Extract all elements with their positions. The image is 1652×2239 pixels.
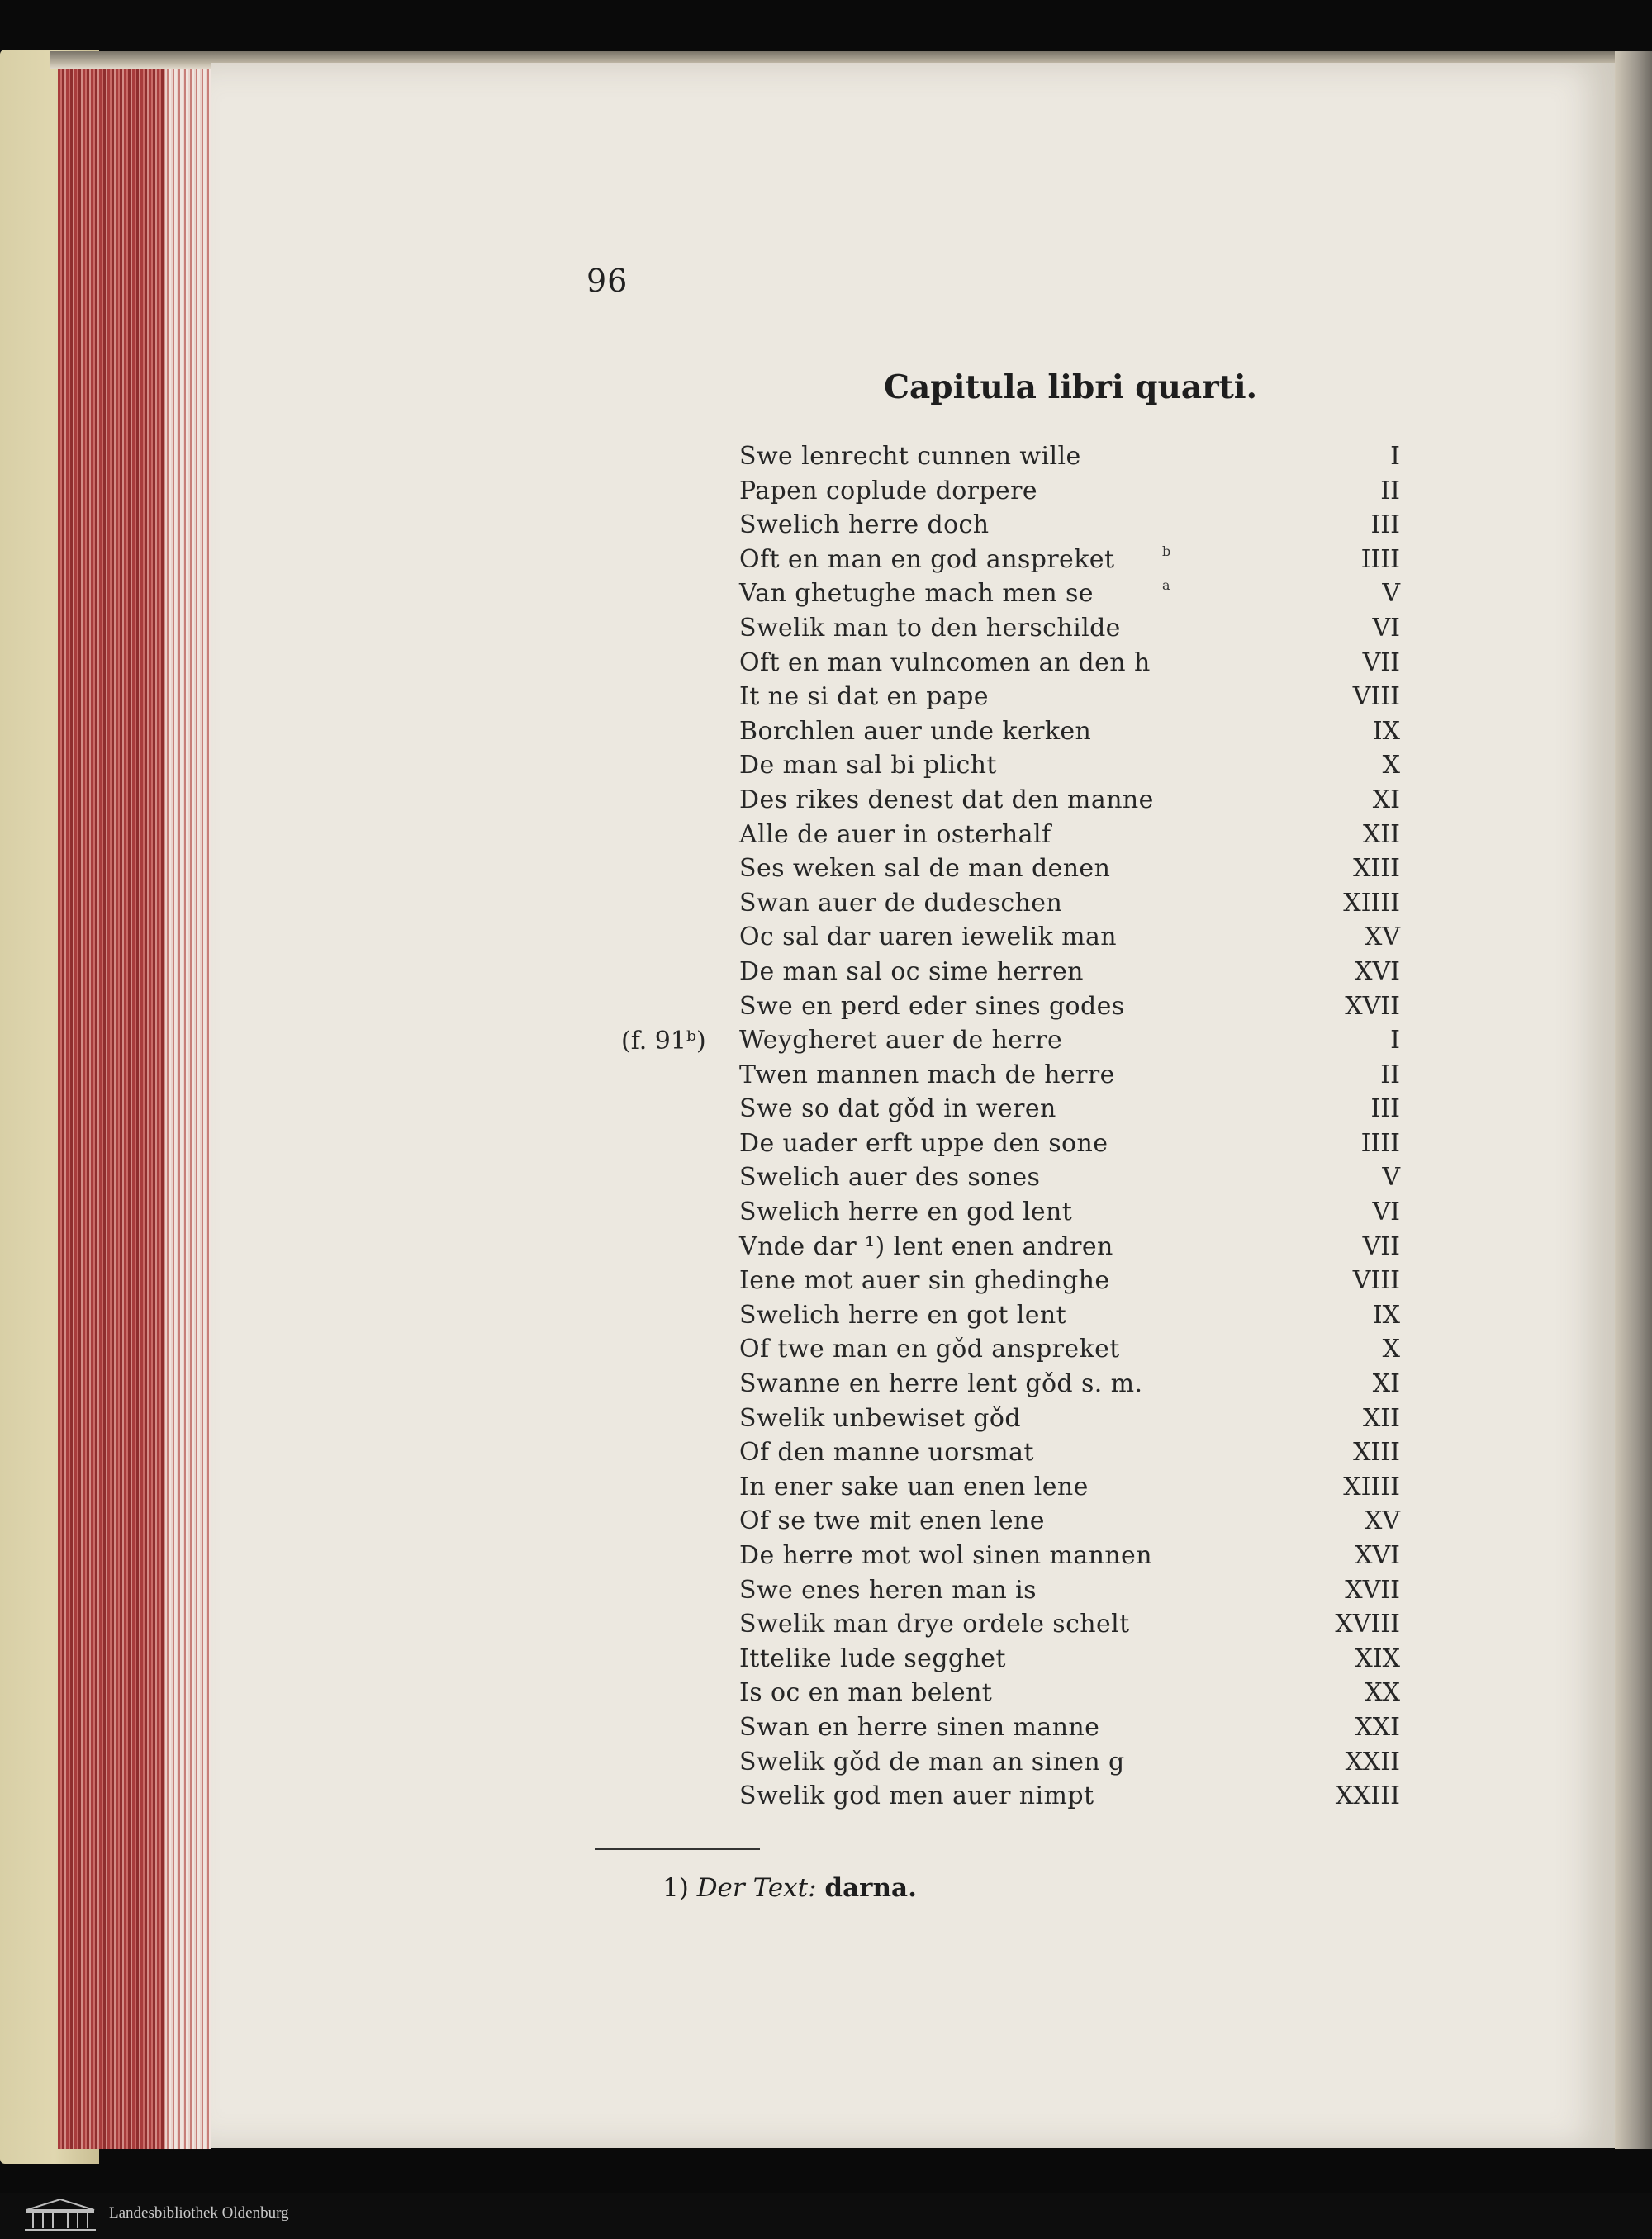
chapter-entry	[739, 1160, 1400, 1195]
chapter-entry	[739, 1470, 1400, 1505]
chapter-entry	[739, 611, 1400, 646]
chapter-title: Weygheret auer de herre	[739, 1026, 1063, 1055]
chapter-number: IIII	[1360, 1128, 1400, 1158]
chapter-number: VII	[1362, 1231, 1400, 1261]
chapter-title: Swelik gǒd de man an sinen g	[739, 1747, 1125, 1776]
chapter-entry	[739, 543, 1400, 577]
chapter-entry	[739, 783, 1400, 818]
chapter-title: Papen coplude dorpere	[739, 476, 1038, 505]
chapter-number: III	[1370, 1094, 1400, 1124]
chapter-title: Swelich auer des sones	[739, 1163, 1041, 1193]
chapter-number: V	[1382, 579, 1400, 609]
chapter-number: IX	[1372, 716, 1400, 746]
chapter-title: In ener sake uan enen lene	[739, 1472, 1089, 1501]
chapter-number: XVII	[1345, 1575, 1400, 1605]
chapter-entry	[739, 576, 1400, 611]
chapter-number: VI	[1372, 613, 1400, 643]
chapter-entry	[739, 1195, 1400, 1230]
chapter-entry	[739, 680, 1400, 714]
chapter-number: XIIII	[1343, 1472, 1400, 1501]
chapter-title: Oft en man vulncomen an den h	[739, 648, 1151, 677]
chapter-title: Swan en herre sinen manne	[739, 1712, 1100, 1742]
chapter-title: Of se twe mit enen lene	[739, 1506, 1045, 1536]
chapter-title: Swelik man to den herschilde	[739, 613, 1121, 643]
chapter-entry	[739, 1607, 1400, 1642]
chapter-number: XII	[1362, 819, 1400, 849]
chapter-entry	[739, 1539, 1400, 1573]
chapter-entry	[739, 1092, 1400, 1127]
chapter-title: Of twe man en gǒd anspreket	[739, 1335, 1120, 1364]
chapter-title: Of den manne uorsmat	[739, 1438, 1034, 1468]
chapter-title: Alle de auer in osterhalf	[739, 819, 1051, 849]
chapter-number: XIIII	[1343, 888, 1400, 918]
chapter-title: Twen mannen mach de herre	[739, 1060, 1115, 1089]
chapter-title: Swelich herre doch	[739, 510, 990, 540]
footnote-marker: 1)	[662, 1873, 689, 1903]
chapter-entry	[739, 1676, 1400, 1710]
chapter-mark: b	[1162, 543, 1171, 559]
chapter-title: Swan auer de dudeschen	[739, 888, 1063, 918]
chapter-number: XXIII	[1335, 1781, 1400, 1811]
footnote-divider	[595, 1848, 760, 1850]
chapter-number: XI	[1372, 1369, 1400, 1399]
chapter-title: Oft en man en god anspreket	[739, 544, 1115, 574]
chapter-entry	[739, 1367, 1400, 1402]
chapter-title: Swe so dat gǒd in weren	[739, 1094, 1056, 1124]
chapter-number: XXII	[1345, 1747, 1400, 1776]
chapter-number: VIII	[1352, 1266, 1400, 1296]
chapter-number: IIII	[1360, 544, 1400, 574]
chapter-entry	[739, 1023, 1400, 1058]
chapter-number: V	[1382, 1163, 1400, 1193]
chapter-list	[739, 439, 1400, 1814]
chapter-title: Swe lenrecht cunnen wille	[739, 442, 1081, 471]
chapter-entry	[739, 646, 1400, 681]
chapter-number: XVI	[1355, 956, 1400, 986]
chapter-title: De man sal oc sime herren	[739, 956, 1084, 986]
chapter-entry	[739, 474, 1400, 509]
chapter-number: I	[1390, 1026, 1400, 1055]
chapter-number: VII	[1362, 648, 1400, 677]
chapter-title: Swelich herre en god lent	[739, 1198, 1073, 1227]
chapter-title: De herre mot wol sinen mannen	[739, 1541, 1152, 1570]
chapter-number: XVIII	[1335, 1610, 1400, 1639]
chapter-entry	[739, 439, 1400, 474]
book-gutter	[1615, 51, 1652, 2149]
chapter-entry	[739, 851, 1400, 886]
chapter-entry	[739, 1745, 1400, 1780]
chapter-number: XX	[1365, 1678, 1400, 1708]
page-heading: Capitula libri quarti.	[884, 368, 1258, 406]
chapter-number: XXI	[1355, 1712, 1400, 1742]
chapter-number: VI	[1372, 1198, 1400, 1227]
chapter-title: Swelik unbewiset gǒd	[739, 1403, 1021, 1433]
chapter-entry	[739, 508, 1400, 543]
chapter-number: VIII	[1352, 682, 1400, 712]
chapter-title: Swelik god men auer nimpt	[739, 1781, 1094, 1811]
chapter-entry	[739, 1573, 1400, 1608]
chapter-entry	[739, 1230, 1400, 1264]
chapter-mark: a	[1162, 577, 1170, 594]
chapter-number: XI	[1372, 785, 1400, 814]
chapter-entry	[739, 1435, 1400, 1470]
footnote	[662, 1873, 917, 1903]
folio-note: (f. 91ᵇ)	[621, 1027, 706, 1055]
chapter-entry	[739, 714, 1400, 749]
chapter-title: It ne si dat en pape	[739, 682, 989, 712]
chapter-title: De uader erft uppe den sone	[739, 1128, 1108, 1158]
chapter-title: Vnde dar ¹) lent enen andren	[739, 1231, 1113, 1261]
chapter-title: Ses weken sal de man denen	[739, 854, 1111, 884]
chapter-entry	[739, 1332, 1400, 1367]
chapter-entry	[739, 989, 1400, 1024]
page-number: 96	[586, 263, 629, 299]
chapter-number: III	[1370, 510, 1400, 540]
footnote-reading: darna.	[824, 1873, 917, 1903]
chapter-title: Is oc en man belent	[739, 1678, 993, 1708]
chapter-entry	[739, 1402, 1400, 1436]
chapter-entry	[739, 748, 1400, 783]
chapter-title: Ittelike lude segghet	[739, 1644, 1006, 1673]
chapter-number: II	[1380, 1060, 1400, 1089]
chapter-title: Swanne en herre lent gǒd s. m.	[739, 1369, 1143, 1399]
chapter-entry	[739, 1127, 1400, 1161]
chapter-entry	[739, 1710, 1400, 1745]
page-block-highlight	[165, 59, 211, 2149]
chapter-number: XIII	[1353, 1438, 1400, 1468]
chapter-number: XVI	[1355, 1541, 1400, 1570]
chapter-number: I	[1390, 442, 1400, 471]
chapter-entry	[739, 886, 1400, 921]
chapter-number: X	[1382, 751, 1400, 780]
chapter-title: Swe en perd eder sines godes	[739, 991, 1125, 1021]
chapter-title: Iene mot auer sin ghedinghe	[739, 1266, 1110, 1296]
chapter-entry	[739, 1058, 1400, 1093]
chapter-number: XIX	[1355, 1644, 1400, 1673]
library-name: Landesbibliothek Oldenburg	[109, 2204, 289, 2222]
chapter-number: XVII	[1345, 991, 1400, 1021]
chapter-number: X	[1382, 1335, 1400, 1364]
chapter-entry	[739, 1779, 1400, 1814]
chapter-number: XV	[1364, 923, 1400, 952]
chapter-entry	[739, 920, 1400, 955]
chapter-number: XII	[1362, 1403, 1400, 1433]
chapter-title: Oc sal dar uaren iewelik man	[739, 923, 1118, 952]
chapter-title: Swelich herre en got lent	[739, 1300, 1067, 1330]
chapter-title: Borchlen auer unde kerken	[739, 716, 1092, 746]
chapter-entry	[739, 1264, 1400, 1298]
chapter-number: XIII	[1353, 854, 1400, 884]
chapter-entry	[739, 1642, 1400, 1677]
chapter-title: Swe enes heren man is	[739, 1575, 1037, 1605]
chapter-title: Swelik man drye ordele schelt	[739, 1610, 1130, 1639]
chapter-title: Des rikes denest dat den manne	[739, 785, 1154, 814]
chapter-entry	[739, 1298, 1400, 1333]
chapter-title: De man sal bi plicht	[739, 751, 997, 780]
chapter-title: Van ghetughe mach men se	[739, 579, 1094, 609]
chapter-number: II	[1380, 476, 1400, 505]
chapter-number: XV	[1364, 1506, 1400, 1536]
footnote-label: Der Text:	[696, 1873, 817, 1903]
chapter-entry	[739, 955, 1400, 989]
chapter-number: IX	[1372, 1300, 1400, 1330]
chapter-entry	[739, 1504, 1400, 1539]
library-building-icon	[23, 2197, 97, 2233]
chapter-entry	[739, 818, 1400, 852]
